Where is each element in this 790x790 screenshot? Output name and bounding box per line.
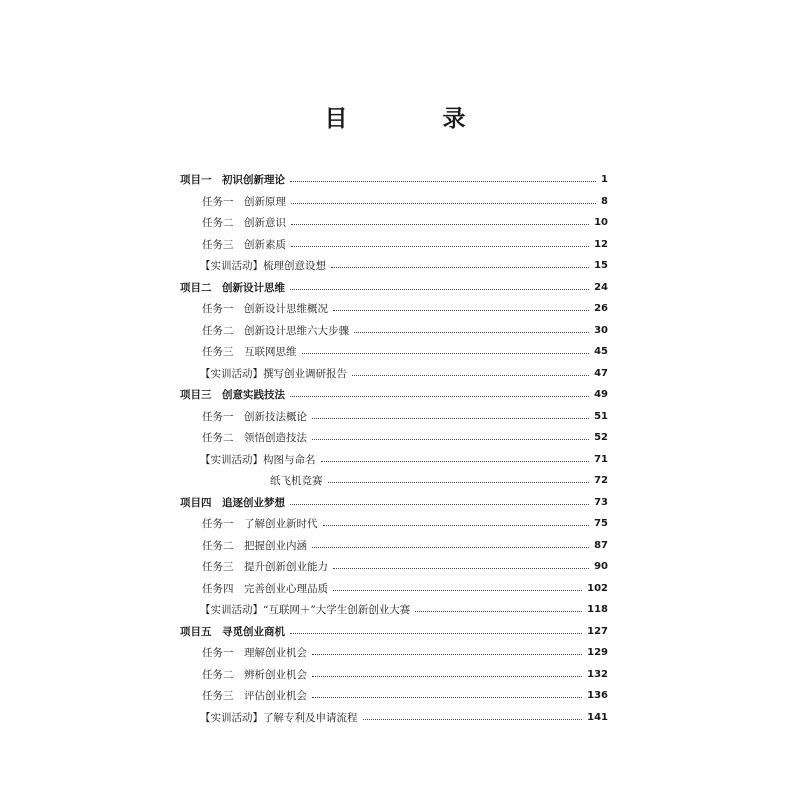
toc-entry-label: 项目五 寻觅创业商机 bbox=[180, 625, 285, 638]
toc-page-number: 45 bbox=[594, 346, 608, 358]
dot-leader bbox=[290, 181, 596, 182]
page-title: 目 录 bbox=[324, 106, 502, 132]
toc-page-number: 24 bbox=[594, 281, 608, 293]
dot-leader bbox=[302, 353, 590, 354]
toc-entry-label: 项目二 创新设计思维 bbox=[180, 281, 285, 294]
toc-entry-task bbox=[180, 642, 608, 664]
toc-page-number: 10 bbox=[594, 217, 608, 229]
toc-page-number: 1 bbox=[601, 174, 608, 186]
toc-entry-label: 任务四 完善创业心理品质 bbox=[202, 582, 328, 595]
toc-entry-project bbox=[180, 169, 608, 191]
toc-entry-task bbox=[180, 664, 608, 686]
toc-entry-label: 任务三 互联网思维 bbox=[202, 346, 297, 359]
toc-entry-task bbox=[180, 341, 608, 363]
toc-entry-label: 【实训活动】“互联网＋”大学生创新创业大赛 bbox=[200, 604, 411, 617]
table-of-contents bbox=[180, 169, 608, 728]
toc-page-number: 132 bbox=[587, 668, 608, 680]
toc-entry-activity bbox=[180, 599, 608, 621]
toc-entry-project bbox=[180, 384, 608, 406]
dot-leader bbox=[290, 396, 589, 397]
toc-page-number: 30 bbox=[594, 324, 608, 336]
toc-entry-label: 任务三 提升创新创业能力 bbox=[202, 561, 328, 574]
toc-entry-task bbox=[180, 234, 608, 256]
toc-entry-label: 任务一 创新原理 bbox=[202, 195, 286, 208]
dot-leader bbox=[312, 439, 589, 440]
toc-page-number: 136 bbox=[587, 690, 608, 702]
toc-entry-label: 纸飞机竞赛 bbox=[270, 475, 323, 488]
toc-page-number: 102 bbox=[587, 582, 608, 594]
toc-page-number: 15 bbox=[594, 260, 608, 272]
toc-entry-activity bbox=[180, 449, 608, 471]
dot-leader bbox=[290, 633, 582, 634]
toc-entry-label: 任务二 把握创业内涵 bbox=[202, 539, 307, 552]
toc-page-number: 49 bbox=[594, 389, 608, 401]
toc-entry-label: 任务二 创新设计思维六大步骤 bbox=[202, 324, 349, 337]
toc-entry-label: 【实训活动】了解专利及申请流程 bbox=[200, 711, 358, 724]
dot-leader bbox=[290, 289, 589, 290]
toc-page-number: 47 bbox=[594, 367, 608, 379]
toc-page-number: 87 bbox=[594, 539, 608, 551]
toc-page-number: 129 bbox=[587, 647, 608, 659]
toc-entry-activity bbox=[180, 707, 608, 729]
toc-entry-project bbox=[180, 492, 608, 514]
toc-page-number: 141 bbox=[587, 711, 608, 723]
dot-leader bbox=[312, 697, 582, 698]
toc-entry-task bbox=[180, 320, 608, 342]
dot-leader bbox=[321, 461, 590, 462]
dot-leader bbox=[354, 332, 589, 333]
toc-entry-label: 【实训活动】撰写创业调研报告 bbox=[200, 367, 347, 380]
toc-entry-label: 任务二 领悟创造技法 bbox=[202, 432, 307, 445]
dot-leader bbox=[291, 246, 589, 247]
toc-entry-task bbox=[180, 535, 608, 557]
toc-entry-activity bbox=[180, 363, 608, 385]
toc-entry-label: 项目四 追逐创业梦想 bbox=[180, 496, 285, 509]
toc-entry-label: 任务二 辨析创业机会 bbox=[202, 668, 307, 681]
toc-entry-activity bbox=[180, 255, 608, 277]
toc-page-number: 51 bbox=[594, 410, 608, 422]
toc-entry-label: 【实训活动】构图与命名 bbox=[200, 453, 316, 466]
toc-entry-task bbox=[180, 556, 608, 578]
dot-leader bbox=[323, 525, 590, 526]
toc-entry-task bbox=[180, 513, 608, 535]
toc-page-number: 127 bbox=[587, 625, 608, 637]
dot-leader bbox=[331, 267, 589, 268]
dot-leader bbox=[333, 590, 582, 591]
dot-leader bbox=[312, 676, 582, 677]
toc-entry-project bbox=[180, 277, 608, 299]
toc-entry-task bbox=[180, 191, 608, 213]
toc-page-number: 73 bbox=[594, 496, 608, 508]
toc-page-number: 8 bbox=[601, 195, 608, 207]
toc-entry-task bbox=[180, 427, 608, 449]
dot-leader bbox=[291, 224, 589, 225]
dot-leader bbox=[312, 418, 589, 419]
dot-leader bbox=[291, 203, 596, 204]
toc-page-number: 75 bbox=[594, 518, 608, 530]
toc-page-number: 26 bbox=[594, 303, 608, 315]
toc-entry-label: 项目一 初识创新理论 bbox=[180, 174, 285, 187]
dot-leader bbox=[333, 568, 589, 569]
toc-entry-label: 任务一 创新设计思维概况 bbox=[202, 303, 328, 316]
toc-entry-label: 任务一 了解创业新时代 bbox=[202, 518, 318, 531]
dot-leader bbox=[328, 482, 590, 483]
toc-entry-task bbox=[180, 406, 608, 428]
toc-entry-label: 任务一 创新技法概论 bbox=[202, 410, 307, 423]
dot-leader bbox=[363, 719, 583, 720]
toc-entry-project bbox=[180, 621, 608, 643]
toc-entry-task bbox=[180, 578, 608, 600]
toc-page-number: 12 bbox=[594, 238, 608, 250]
toc-page-number: 71 bbox=[594, 453, 608, 465]
dot-leader bbox=[352, 375, 589, 376]
toc-page-number: 90 bbox=[594, 561, 608, 573]
toc-entry-label: 项目三 创意实践技法 bbox=[180, 389, 285, 402]
toc-entry-label: 任务二 创新意识 bbox=[202, 217, 286, 230]
toc-entry-label: 【实训活动】梳理创意设想 bbox=[200, 260, 326, 273]
toc-entry-label: 任务三 创新素质 bbox=[202, 238, 286, 251]
toc-page-number: 118 bbox=[587, 604, 608, 616]
dot-leader bbox=[312, 654, 582, 655]
dot-leader bbox=[333, 310, 589, 311]
dot-leader bbox=[415, 611, 582, 612]
toc-entry-label: 任务一 理解创业机会 bbox=[202, 647, 307, 660]
dot-leader bbox=[290, 504, 589, 505]
dot-leader bbox=[312, 547, 589, 548]
toc-entry-task bbox=[180, 685, 608, 707]
toc-page-number: 52 bbox=[594, 432, 608, 444]
toc-entry-label: 任务三 评估创业机会 bbox=[202, 690, 307, 703]
toc-entry-task bbox=[180, 212, 608, 234]
toc-page-number: 72 bbox=[594, 475, 608, 487]
toc-entry-sub bbox=[180, 470, 608, 492]
toc-entry-task bbox=[180, 298, 608, 320]
